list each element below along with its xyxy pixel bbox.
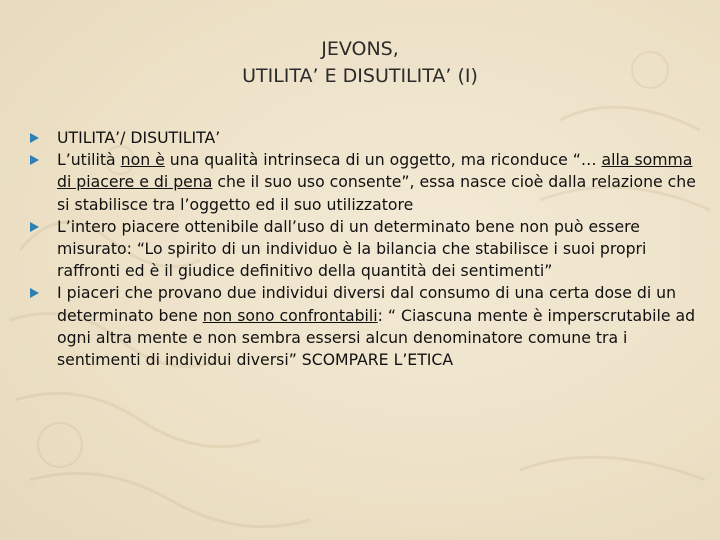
- text-span: che il suo uso consente”, essa nasce cioè dalla relazione che si stabilisce tra l’oggetto ed il suo utilizzatore: [57, 172, 696, 214]
- text-span: L’intero piacere ottenibile dall’uso di un determinato bene non può essere misurato: “Lo spirito di un individuo è la bilancia che stabilisce i suoi propri raffronti ed è il giudice definitivo della quantità dei sentimenti”: [57, 216, 647, 281]
- bullet-item: [30, 282, 696, 371]
- triangle-arrow-icon: [30, 288, 39, 298]
- text-span: una qualità intrinseca di un oggetto, ma riconduce “…: [164, 150, 602, 170]
- text-span: : “ Ciascuna mente è imperscrutabile ad ogni altra mente e non sembra essersi alcun denominatore comune tra i sentimenti di individui diversi” SCOMPARE L’ETICA: [57, 305, 696, 370]
- text-span: UTILITA’/ DISUTILITA’: [57, 128, 221, 147]
- triangle-arrow-icon: [30, 155, 39, 165]
- triangle-arrow-icon: [30, 222, 39, 232]
- bullet-text: [57, 217, 646, 280]
- text-span: L’utilità: [57, 150, 121, 170]
- bullet-text: [57, 128, 220, 147]
- text-span: I piaceri che provano due individui diversi dal consumo di una certa dose di un determinato bene: [57, 283, 677, 325]
- bullet-item: [30, 216, 696, 283]
- underlined-text: non è: [120, 150, 165, 170]
- bullet-item: [30, 127, 696, 149]
- bullet-item: [30, 149, 696, 216]
- bullet-text: [57, 150, 696, 213]
- title-line-1: JEVONS,: [321, 38, 399, 60]
- title-line-2: UTILITA’ E DISUTILITA’ (I): [242, 65, 478, 87]
- underlined-text: alla somma di piacere e di pena: [57, 150, 693, 192]
- underlined-text: non sono confrontabili: [202, 305, 378, 325]
- triangle-arrow-icon: [30, 133, 39, 143]
- bullet-list: [30, 127, 696, 371]
- bullet-text: [57, 283, 695, 369]
- slide-title: [0, 36, 720, 90]
